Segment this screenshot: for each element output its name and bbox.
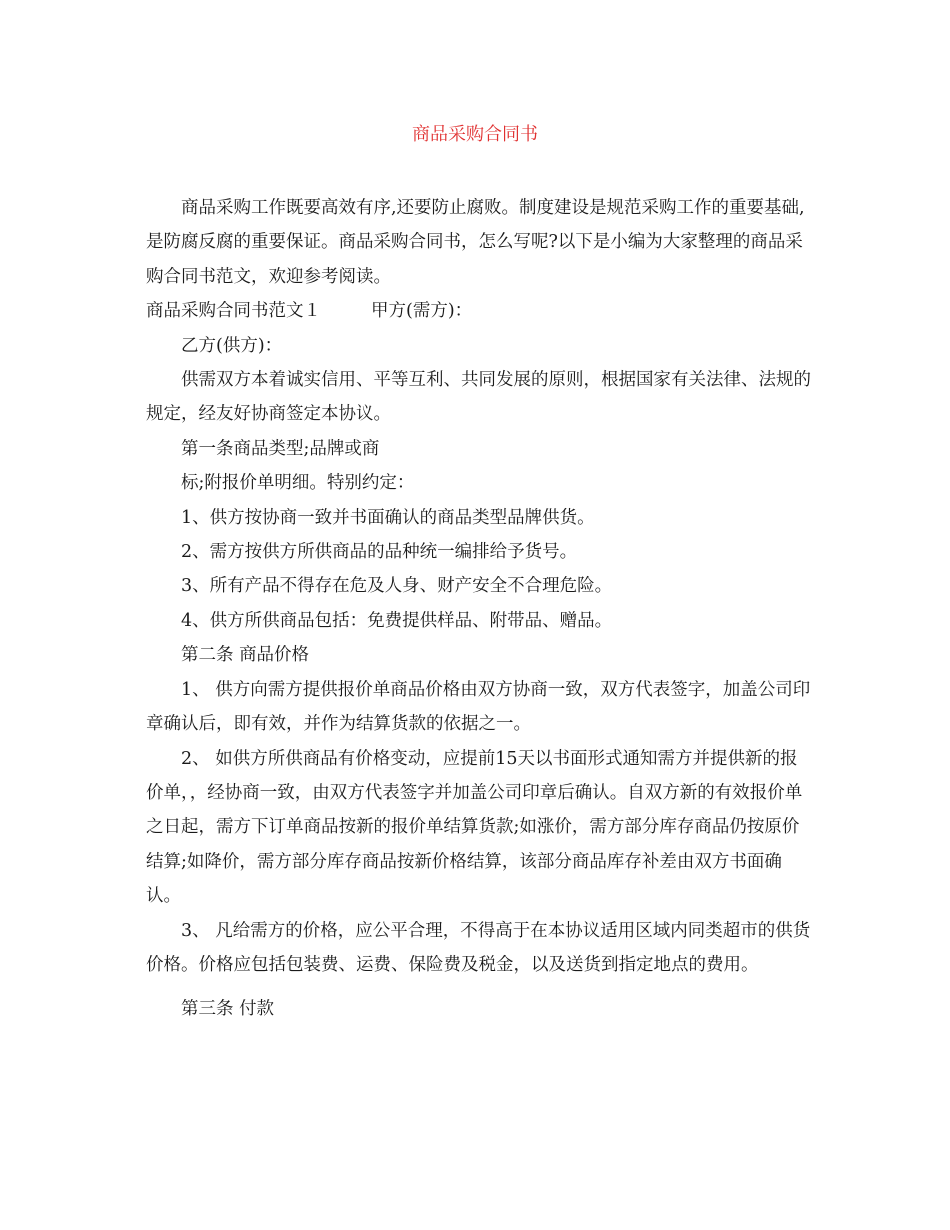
preamble-paragraph: 供需双方本着诚实信用、平等互利、共同发展的原则，根据国家有关法律、法规的规定，经友好协商签定本协议。 — [146, 370, 811, 425]
article1-item: 2、需方按供方所供商品的品种统一编排给予货号。 — [181, 542, 578, 563]
article2-item: 2、 如供方所供商品有价格变动，应提前15天以书面形式通知需方并提供新的报价单，，经协商一致，由双方代表签字并加盖公司印章后确认。自双方新的有效报价单之日起，需方下订单商品按新的报价单结算货款;如涨价，需方部分库存商品仍按原价结算;如降价，需方部分库存商品按新价格结算，该部分商品库存补差由双方书面确认。 — [146, 748, 803, 907]
article3-heading: 第三条 付款 — [181, 999, 275, 1020]
sample-heading: 商品采购合同书范文１ — [146, 301, 321, 322]
party-a-label: 甲方(需方)： — [371, 301, 473, 322]
article1-item: 3、所有产品不得存在危及人身、财产安全不合理危险。 — [181, 576, 613, 597]
document-title: 商品采购合同书 — [412, 124, 538, 145]
sample-heading-line — [146, 294, 811, 328]
article1-special-terms: 标;附报价单明细。特别约定： — [181, 473, 415, 494]
intro-paragraph: 商品采购工作既要高效有序,还要防止腐败。制度建设是规范采购工作的重要基础,是防腐反腐的重要保证。商品采购合同书，怎么写呢?以下是小编为大家整理的商品采购合同书范文，欢迎参考阅读。 — [146, 198, 805, 287]
article1-item: 4、供方所供商品包括：免费提供样品、附带品、赠品。 — [181, 610, 613, 631]
article2-item: 1、 供方向需方提供报价单商品价格由双方协商一致，双方代表签字，加盖公司印章确认后，即有效，并作为结算货款的依据之一。 — [146, 679, 811, 735]
document-body — [146, 191, 811, 1027]
article2-heading: 第二条 商品价格 — [181, 645, 310, 666]
party-b-label: 乙方(供方)： — [181, 335, 283, 356]
paragraph-spacer — [146, 982, 811, 992]
article1-heading: 第一条商品类型;品牌或商 — [181, 438, 380, 459]
article2-item: 3、 凡给需方的价格，应公平合理，不得高于在本协议适用区域内同类超市的供货价格。价格应包括包装费、运费、保险费及税金，以及送货到指定地点的费用。 — [146, 920, 811, 975]
article1-item: 1、供方按协商一致并书面确认的商品类型品牌供货。 — [181, 507, 595, 528]
